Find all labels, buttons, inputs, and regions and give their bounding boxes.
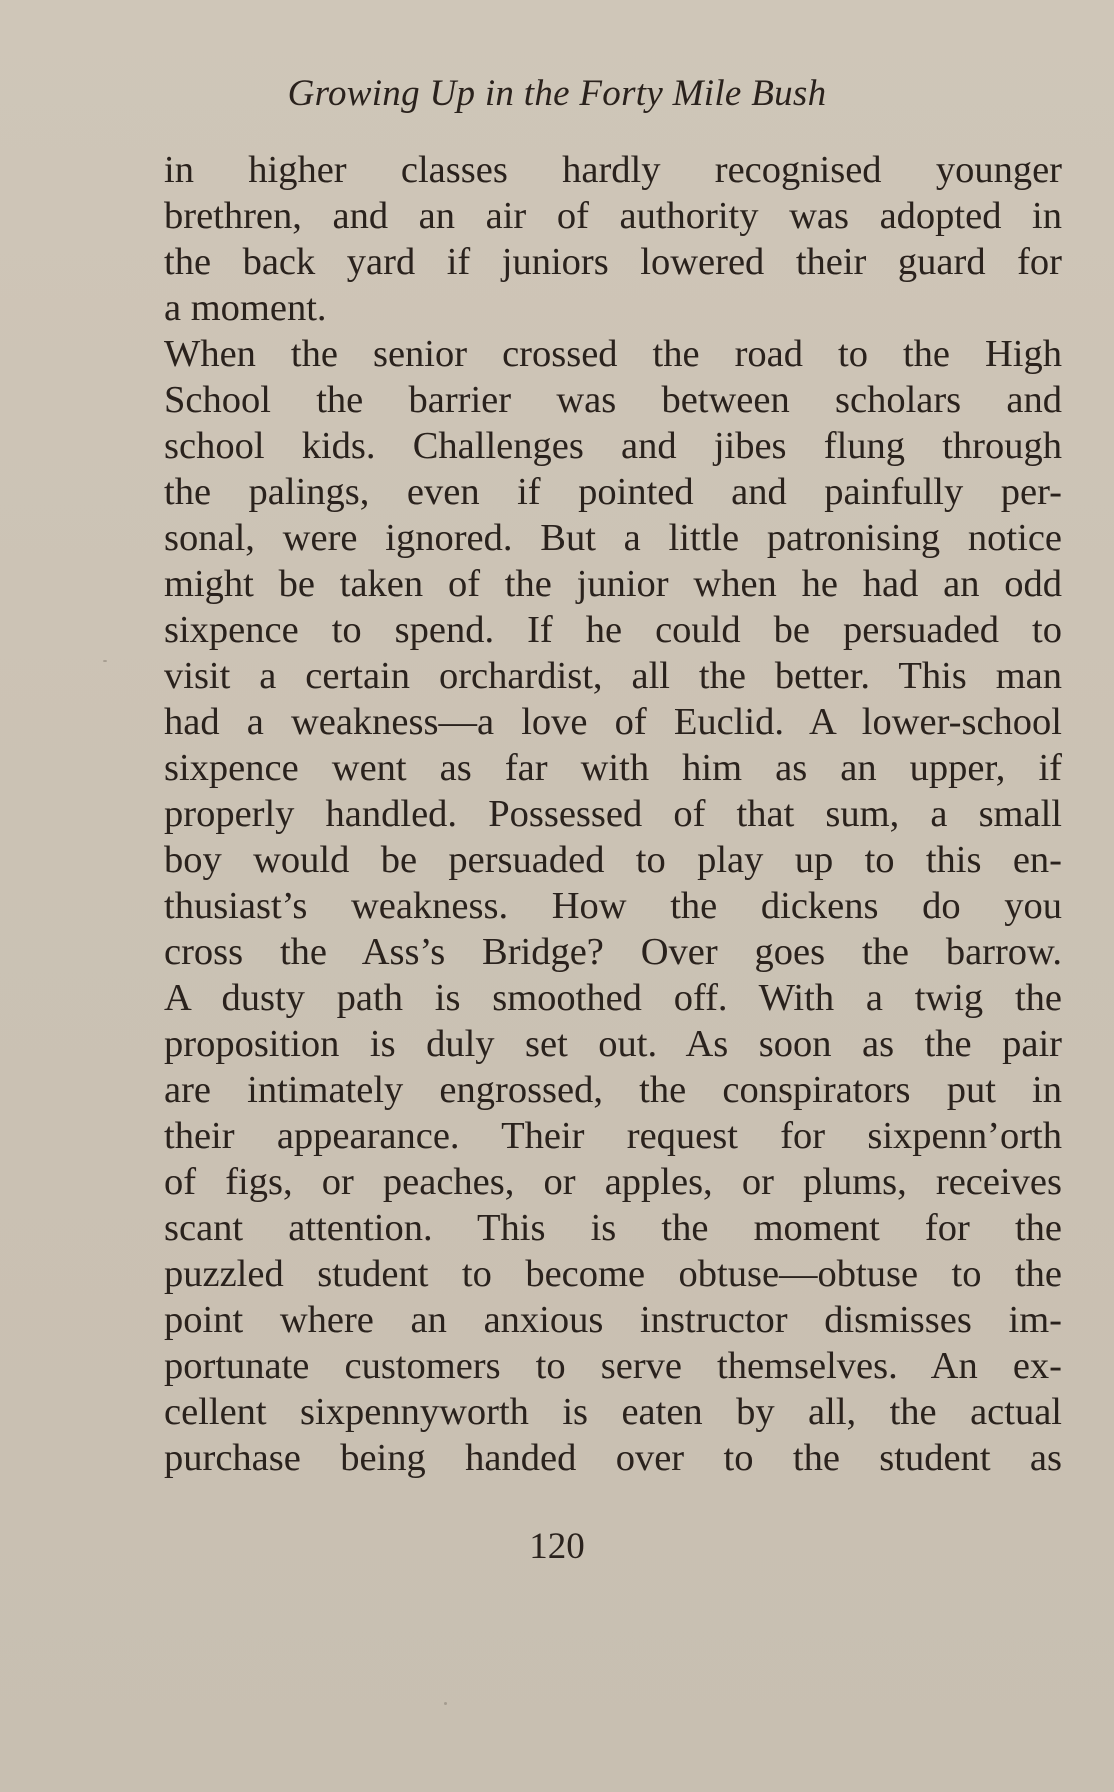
text-line: cellent sixpennyworth is eaten by all, the actual [164,1391,1062,1433]
text-line: sixpence to spend. If he could be persuaded to [164,609,1062,651]
text-line: in higher classes hardly recognised younger [164,149,1062,191]
text-line: scant attention. This is the moment for the [164,1207,1062,1249]
text-line: point where an anxious instructor dismisses im- [164,1299,1062,1341]
body-text [164,147,1062,1481]
text-line: a moment. [164,287,327,329]
text-line: properly handled. Possessed of that sum, a small [164,793,1062,835]
text-line: proposition is duly set out. As soon as the pair [164,1023,1062,1065]
text-line: the palings, even if pointed and painfully per- [164,471,1062,513]
text-line: their appearance. Their request for sixpenn’orth [164,1115,1062,1157]
text-line: puzzled student to become obtuse—obtuse to the [164,1253,1062,1295]
running-head: Growing Up in the Forty Mile Bush [287,73,827,114]
text-line: of figs, or peaches, or apples, or plums, receives [164,1161,1062,1203]
text-line: portunate customers to serve themselves. An ex- [164,1345,1062,1387]
text-line: school kids. Challenges and jibes flung through [164,425,1062,467]
text-line: thusiast’s weakness. How the dickens do you [164,885,1062,927]
text-line: cross the Ass’s Bridge? Over goes the barrow. [164,931,1062,973]
text-line: visit a certain orchardist, all the better. This man [164,655,1062,697]
text-line: sonal, were ignored. But a little patronising notice [164,517,1062,559]
text-line: School the barrier was between scholars and [164,379,1062,421]
text-line: are intimately engrossed, the conspirators put in [164,1069,1062,1111]
text-line: A dusty path is smoothed off. With a twig the [164,977,1062,1019]
text-line: purchase being handed over to the student as [164,1437,1062,1479]
paper-speck [444,1702,447,1705]
text-line: When the senior crossed the road to the High [164,333,1062,375]
text-line: the back yard if juniors lowered their guard for [164,241,1062,283]
text-line: had a weakness—a love of Euclid. A lower-school [164,701,1062,743]
text-line: might be taken of the junior when he had an odd [164,563,1062,605]
paper-speck [103,660,107,662]
text-line: sixpence went as far with him as an upper, if [164,747,1062,789]
page-number: 120 [529,1526,585,1567]
text-line: brethren, and an air of authority was adopted in [164,195,1062,237]
text-line: boy would be persuaded to play up to this en- [164,839,1062,881]
